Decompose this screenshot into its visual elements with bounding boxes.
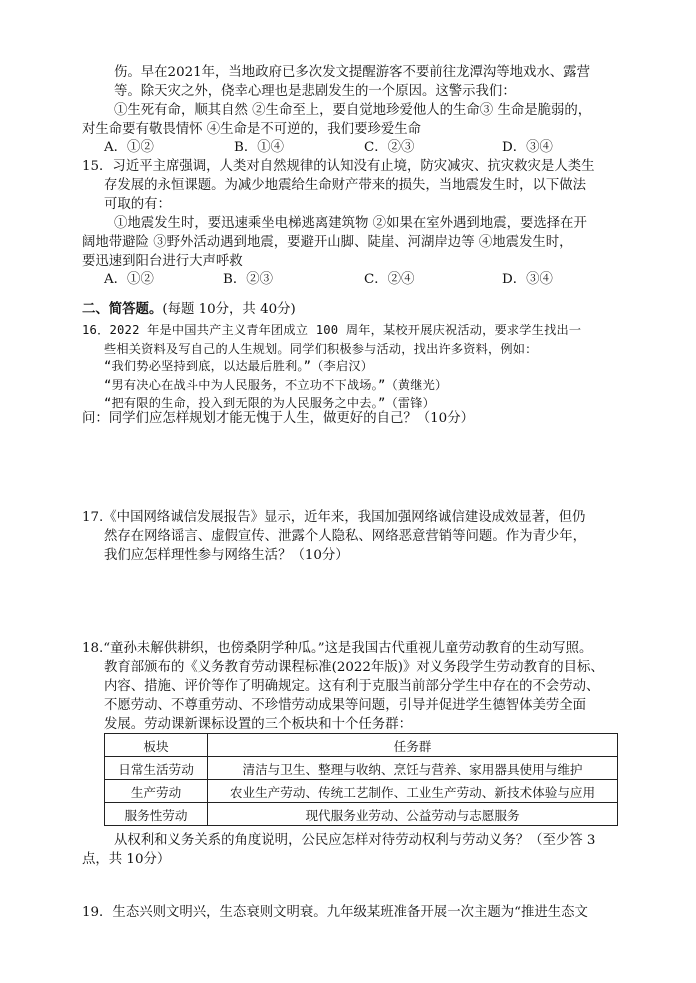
table-cell-section: 日常生活劳动 bbox=[105, 757, 208, 780]
q15-stem-line-1: 15．习近平主席强调，人类对自然规律的认知没有止境，防灾减灾、抗灾救灾是人类生 bbox=[82, 159, 595, 174]
q18-stem-line-4: 不愿劳动、不尊重劳动、不珍惜劳动成果等问题，引导并促进学生德智体美劳全面 bbox=[104, 698, 587, 713]
q15-option-a: A．①② bbox=[104, 272, 154, 287]
q15-option-d: D．③④ bbox=[502, 272, 553, 287]
table-cell-tasks: 现代服务业劳动、公益劳动与志愿服务 bbox=[208, 803, 618, 826]
q16-quote-3: “把有限的生命，投入到无限的为人民服务之中去。”（雷锋） bbox=[104, 396, 436, 410]
q15-stem-line-3: 可取的有： bbox=[104, 197, 171, 212]
q16-stem-line-2: 些相关资料及写自己的人生规划。同学们积极参与活动，找出许多资料，例如： bbox=[104, 342, 538, 356]
q14-text-line-2: 等。除天灾之外，侥幸心理也是悲剧发生的一个原因。这警示我们： bbox=[114, 84, 516, 99]
q14-option-d: D．③④ bbox=[502, 140, 553, 155]
q14-option-b: B．①④ bbox=[234, 140, 285, 155]
q17-stem-line-2: 然存在网络谣言、虚假宣传、泄露个人隐私、网络恶意营销等问题。作为青少年， bbox=[104, 529, 587, 544]
table-cell-section: 生产劳动 bbox=[105, 780, 208, 803]
table-row bbox=[105, 803, 618, 826]
q14-option-c: C．②③ bbox=[364, 140, 415, 155]
table-header-cell: 任务群 bbox=[208, 734, 618, 757]
table-header-cell: 板块 bbox=[105, 734, 208, 757]
q16-quote-1: “我们势必坚持到底，以达最后胜利。”（李启汉） bbox=[104, 359, 374, 373]
q14-text-line-1: 伤。早在2021年，当地政府已多次发文提醒游客不要前往龙潭沟等地戏水、露营 bbox=[114, 65, 590, 80]
q14-statements-line-1: ①生死有命，顺其自然 ②生命至上，要自觉地珍爱他人的生命③ 生命是脆弱的， bbox=[114, 103, 592, 118]
q16-stem-line-1: 16．2022 年是中国共产主义青年团成立 100 周年，某校开展庆祝活动，要求学生找出一 bbox=[82, 323, 582, 337]
q15-option-b: B．②③ bbox=[223, 272, 274, 287]
section-score-note: (每题 10分，共 40分) bbox=[162, 302, 296, 317]
q14-option-a: A．①② bbox=[104, 140, 154, 155]
q18-stem-line-3: 内容、措施、评价等作了明确规定。这有利于克服当前部分学生中存在的不会劳动、 bbox=[104, 679, 600, 694]
table-cell-tasks: 农业生产劳动、传统工艺制作、工业生产劳动、新技术体验与应用 bbox=[208, 780, 618, 803]
q15-statements-line-3: 要迅速到阳台进行大声呼救 bbox=[82, 254, 243, 269]
table-row bbox=[105, 780, 618, 803]
q18-stem-line-5: 发展。劳动课新课标设置的三个板块和十个任务群： bbox=[104, 717, 412, 732]
q16-question: 问：同学们应怎样规划才能无愧于人生，做更好的自己？（10分） bbox=[82, 411, 474, 426]
section-title: 二、简答题。 bbox=[82, 301, 163, 317]
q18-stem-line-1: 18.“童孙未解供耕织，也傍桑阴学种瓜。”这是我国古代重视儿童劳动教育的生动写照。 bbox=[82, 641, 593, 656]
section-heading bbox=[82, 300, 296, 319]
q15-statements-line-2: 阔地带避险 ③野外活动遇到地震，要避开山脚、陡崖、河湖岸边等 ④地震发生时， bbox=[82, 235, 573, 250]
q16-quote-2: “男有决心在战斗中为人民服务，不立功不下战场。”（黄继光） bbox=[104, 378, 448, 392]
q17-stem-line-1: 17.《中国网络诚信发展报告》显示，近年来，我国加强网络诚信建设成效显著，但仍 bbox=[82, 510, 586, 525]
q15-option-c: C．②④ bbox=[364, 272, 415, 287]
table-cell-section: 服务性劳动 bbox=[105, 803, 208, 826]
q19-stem-line-1: 19．生态兴则文明兴，生态衰则文明衰。九年级某班准备开展一次主题为“推进生态文 bbox=[82, 905, 588, 920]
q17-stem-line-3: 我们应怎样理性参与网络生活？（10分） bbox=[104, 548, 349, 563]
q15-stem-line-2: 存发展的永恒课题。为减少地震给生命财产带来的损失，当地震发生时，以下做法 bbox=[104, 178, 587, 193]
table-header-row bbox=[105, 734, 618, 757]
table-cell-tasks: 清洁与卫生、整理与收纳、烹饪与营养、家用器具使用与维护 bbox=[208, 757, 618, 780]
labor-task-table bbox=[104, 733, 618, 826]
q18-question-line-2: 点，共 10分） bbox=[82, 852, 171, 867]
q14-statements-line-2: 对生命要有敬畏情怀 ④生命是不可逆的，我们要珍爱生命 bbox=[82, 122, 422, 137]
q18-question-line-1: 从权利和义务关系的角度说明，公民应怎样对待劳动权利与劳动义务？（至少答 3 bbox=[114, 833, 596, 848]
table-row bbox=[105, 757, 618, 780]
q18-stem-line-2: 教育部颁布的《义务教育劳动课程标准(2022年版)》对义务段学生劳动教育的目标、 bbox=[104, 660, 604, 675]
q15-statements-line-1: ①地震发生时，要迅速乘坐电梯逃离建筑物 ②如果在室外遇到地震，要选择在开 bbox=[114, 216, 587, 231]
